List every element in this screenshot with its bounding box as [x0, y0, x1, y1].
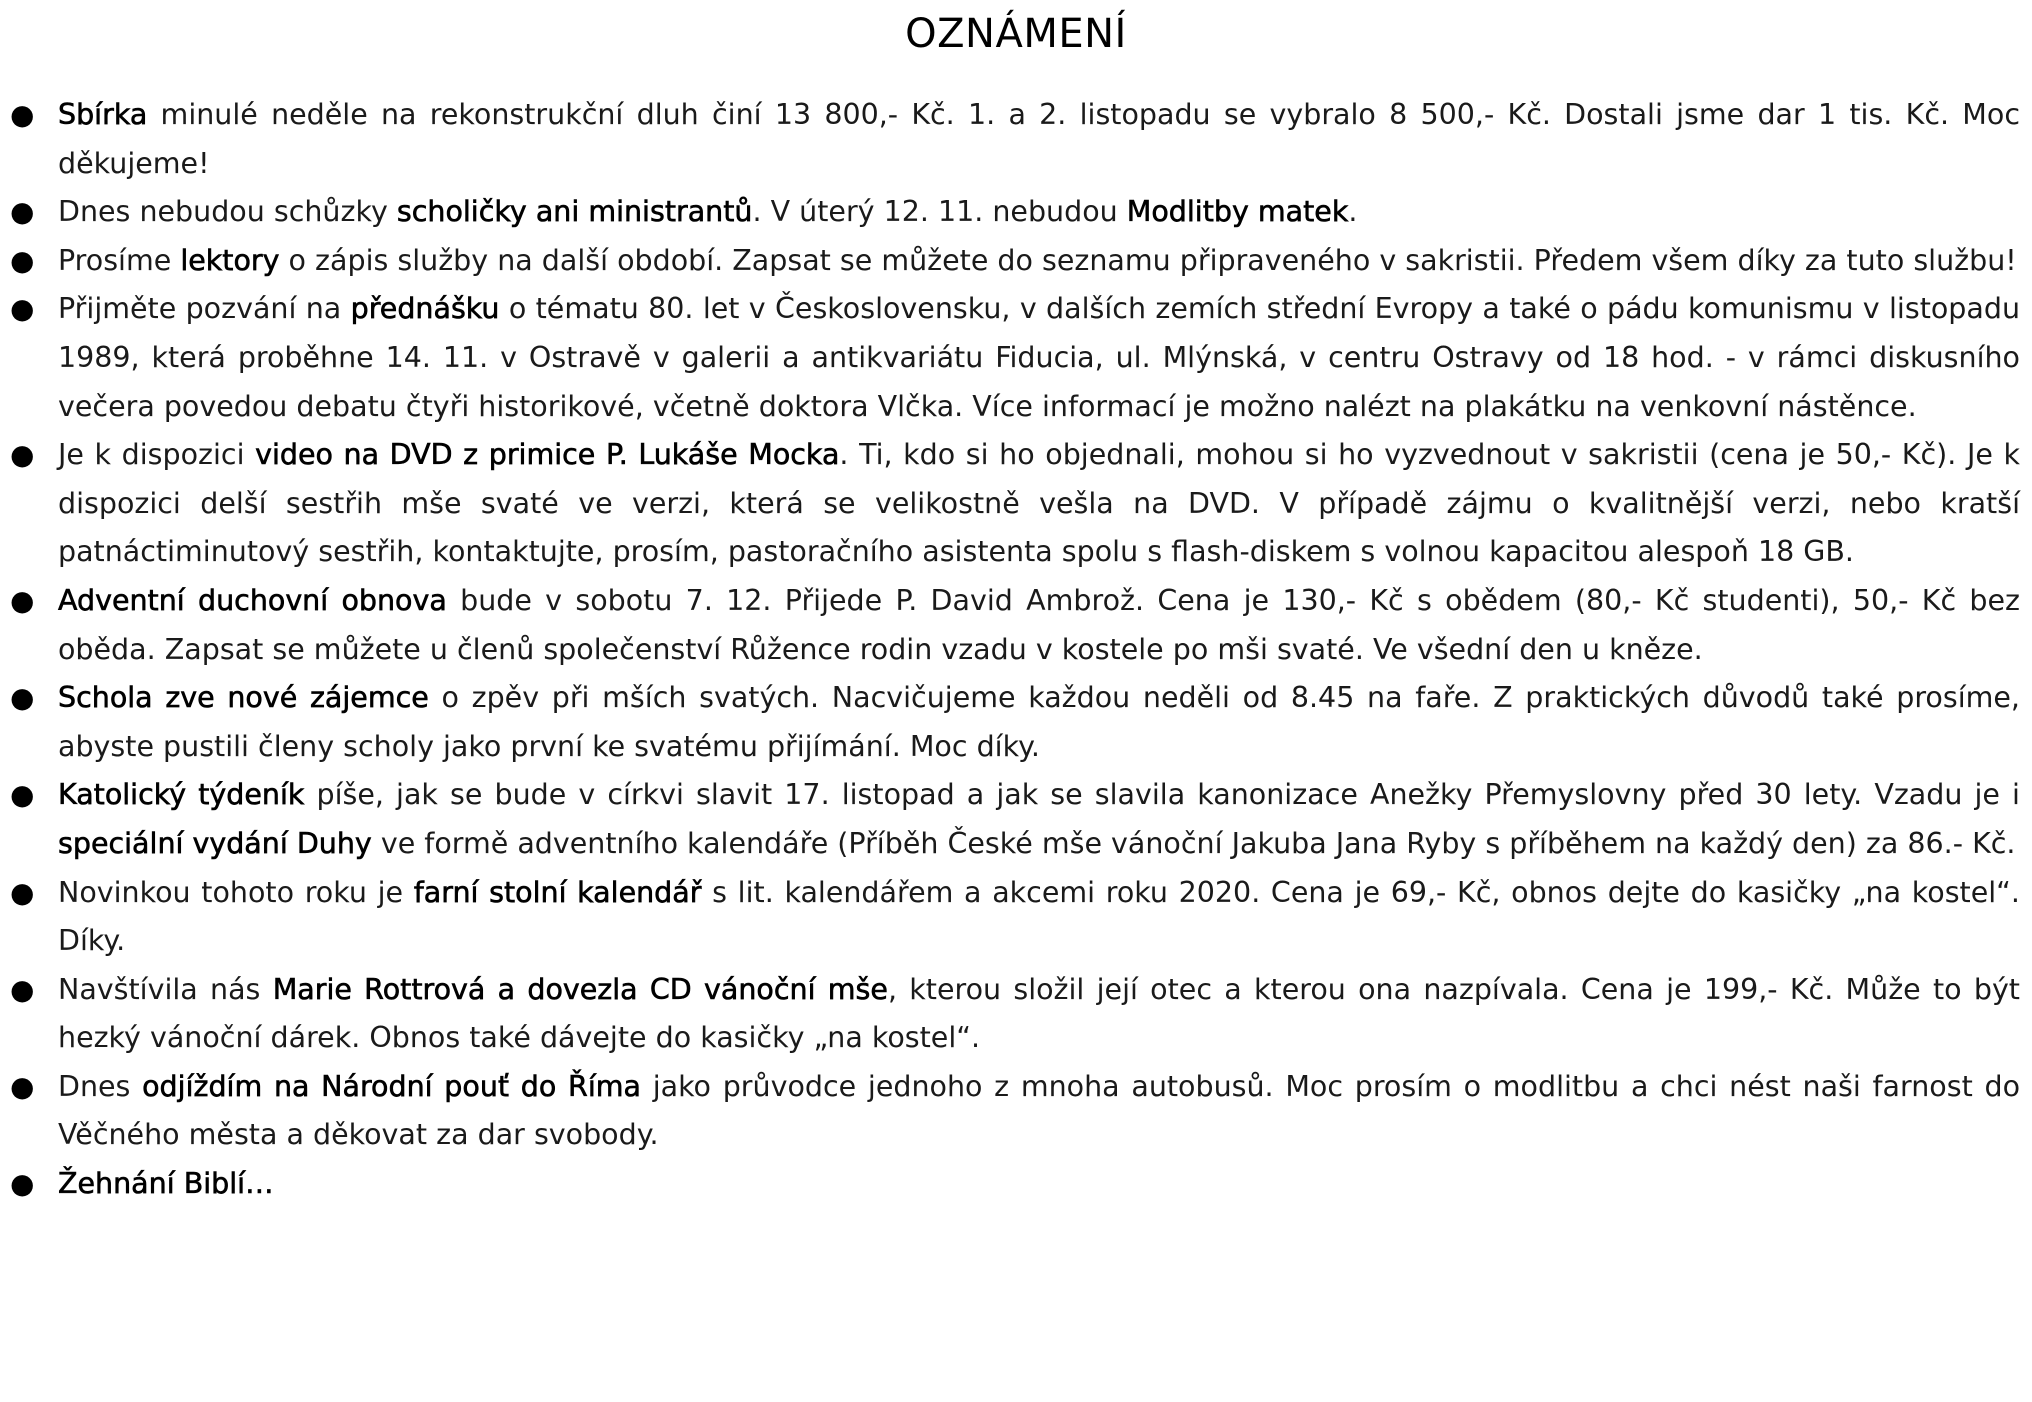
item-text: Dnes nebudou schůzky: [58, 195, 397, 229]
item-text: Je k dispozici: [58, 438, 256, 472]
list-item: [0, 431, 2032, 577]
highlight-text: Žehnání Biblí…: [58, 1167, 274, 1201]
item-text: Přijměte pozvání na: [58, 292, 351, 326]
item-text: o tématu 80. let v Československu, v dalších zemích střední Evropy a také o pádu komunismu v listopadu 1989, která proběhne 14. 11. v Ostravě v galerii a antikvariátu Fiducia, ul. Mlýnská, v centru Ostravy od 18 hod. - v rámci diskusního večera povedou debatu čtyři historikové, včetně doktora Vlčka. Více informací je možno nalézt na plakátku na venkovní nástěnce.: [58, 292, 2021, 423]
bullet-icon: ●: [10, 195, 35, 229]
highlight-text: Sbírka: [58, 98, 148, 131]
highlight-text: Modlitby matek: [1126, 195, 1349, 229]
bullet-icon: ●: [10, 1167, 35, 1201]
highlight-text: farní stolní kalendář: [413, 875, 702, 909]
item-text: o zpěv při mších svatých. Nacvičujeme každou neděli od 8.45 na faře. Z praktických důvodů také prosíme, abyste pustili členy scholy jako první ke svatému přijímání. Moc díky.: [58, 681, 2020, 763]
list-item: [0, 237, 2032, 286]
item-text: . Ti, kdo si ho objednali, mohou si ho vyzvednout v sakristii (cena je 50,- Kč). Je k dispozici delší sestřih mše svaté ve verzi, která se velikostně vešla na DVD. V případě zájmu o kvalitnější verzi, nebo kratší patnáctiminutový sestřih, kontaktujte, prosím, pastoračního asistenta spolu s flash-diskem s volnou kapacitou alespoň 18 GB.: [58, 438, 2020, 569]
bullet-icon: ●: [10, 681, 35, 715]
item-text: minulé neděle na rekonstrukční dluh činí 13 800,- Kč. 1. a 2. listopadu se vybralo 8 500,- Kč. Dostali jsme dar 1 tis. Kč. Moc děkujeme!: [58, 98, 2020, 180]
page-title: OZNÁMENÍ: [905, 11, 1127, 57]
item-text: s lit. kalendářem a akcemi roku 2020. Cena je 69,- Kč, obnos dejte do kasičky „na kostel“. Díky.: [58, 875, 2020, 958]
item-text: jako průvodce jednoho z mnoha autobusů. Moc prosím o modlitbu a chci nést naši farnost do Věčného města a děkovat za dar svobody.: [58, 1069, 2021, 1152]
item-text: o zápis služby na další období. Zapsat se můžete do seznamu připraveného v sakristii. Předem všem díky za tuto službu!: [279, 243, 2017, 277]
bullet-icon: ●: [10, 583, 35, 617]
item-text: Navštívila nás: [58, 972, 273, 1006]
item-text: Novinkou tohoto roku je: [58, 875, 414, 909]
bullet-icon: ●: [10, 875, 35, 909]
item-text: píše, jak se bude v církvi slavit 17. listopad a jak se slavila kanonizace Anežky Přemyslovny před 30 lety. Vzadu je i: [304, 778, 2020, 812]
list-item: [0, 966, 2032, 1063]
list-item: [0, 869, 2032, 966]
highlight-text: lektory: [180, 243, 280, 277]
bullet-icon: ●: [10, 438, 35, 472]
item-text: bude v sobotu 7. 12. Přijede P. David Ambrož. Cena je 130,- Kč s obědem (80,- Kč studenti), 50,- Kč bez oběda. Zapsat se můžete u členů společenství Růžence rodin vzadu v kostele po mši svaté. Ve všední den u kněze.: [58, 583, 2021, 666]
item-text: Prosíme: [58, 243, 181, 277]
bullet-icon: ●: [10, 778, 35, 812]
item-text: .: [1348, 195, 1358, 229]
item-text: . V úterý 12. 11. nebudou: [752, 195, 1127, 229]
list-item: [0, 1063, 2032, 1160]
bullet-icon: ●: [10, 292, 35, 326]
highlight-text: video na DVD z primice P. Lukáše Mocka: [255, 438, 840, 472]
list-item: [0, 577, 2032, 674]
highlight-text: scholičky ani ministrantů: [396, 195, 753, 229]
list-item: [0, 285, 2032, 431]
bullet-icon: ●: [10, 1069, 35, 1103]
bullet-icon: ●: [10, 243, 35, 277]
announcement-list: [0, 91, 2032, 1209]
list-item: [0, 1160, 2032, 1209]
item-text: , kterou složil její otec a kterou ona nazpívala. Cena je 199,- Kč. Může to být hezký vánoční dárek. Obnos také dávejte do kasičky „na kostel“.: [58, 972, 2020, 1055]
item-text: ve formě adventního kalendáře (Příběh České mše vánoční Jakuba Jana Ryby s příběhem na každý den) za 86.- Kč.: [371, 826, 2016, 860]
highlight-text: přednášku: [350, 292, 500, 326]
list-item: [0, 91, 2032, 188]
list-item: [0, 674, 2032, 771]
highlight-text: Katolický týdeník: [58, 778, 305, 812]
highlight-text: Schola zve nové zájemce: [58, 681, 429, 715]
highlight-text: speciální vydání Duhy: [58, 826, 372, 860]
list-item: [0, 188, 2032, 237]
highlight-text: Adventní duchovní obnova: [58, 583, 447, 617]
highlight-text: Marie Rottrová a dovezla CD vánoční mše: [272, 972, 888, 1006]
highlight-text: odjíždím na Národní pouť do Říma: [142, 1069, 641, 1103]
bullet-icon: ●: [10, 98, 35, 131]
bullet-icon: ●: [10, 972, 35, 1006]
list-item: [0, 771, 2032, 868]
item-text: Dnes: [58, 1069, 143, 1103]
